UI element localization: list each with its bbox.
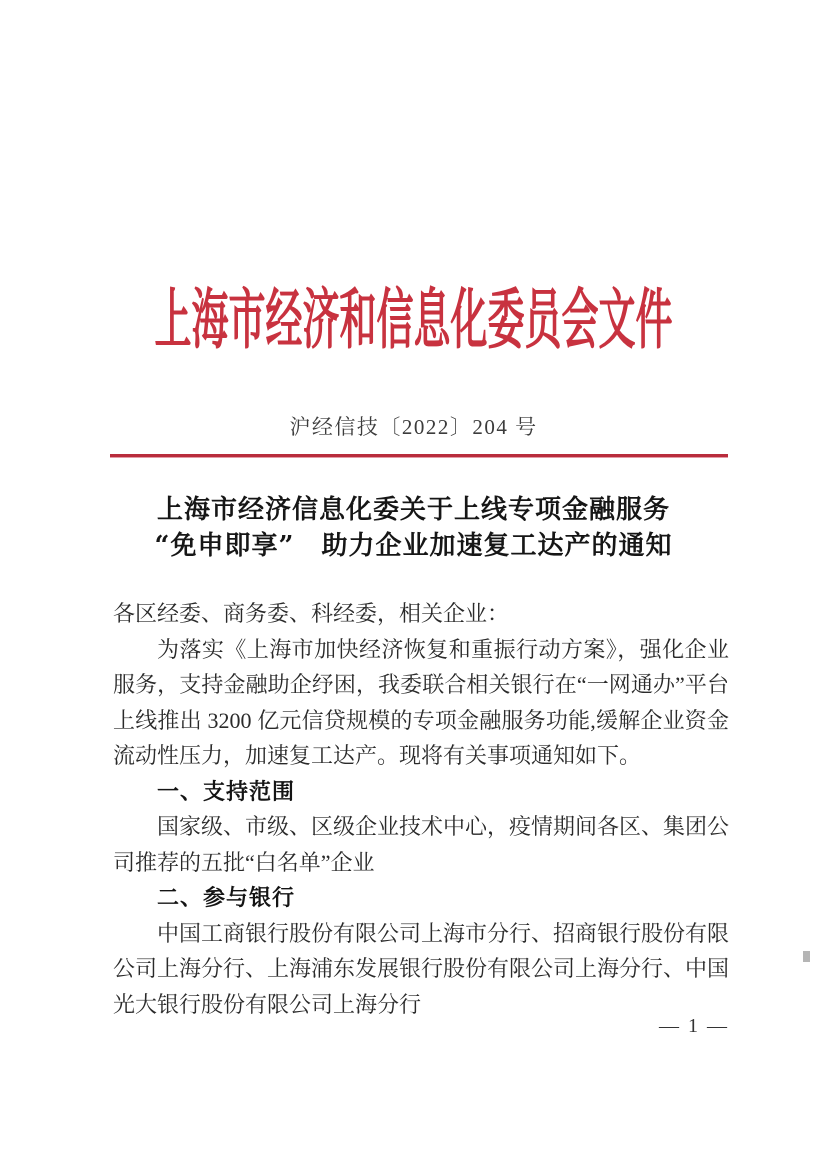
document-title-line1: 上海市经济信息化委关于上线专项金融服务: [156, 495, 670, 525]
agency-header-title: 上海市经济和信息化委员会文件: [154, 280, 673, 358]
scan-artifact-speck: [803, 951, 810, 962]
document-title-line2: “免申即享” 助力企业加速复工达产的通知: [154, 531, 673, 561]
salutation-line: 各区经委、商务委、科经委，相关企业：: [113, 601, 510, 626]
section-1-heading: 一、支持范围: [157, 778, 296, 804]
document-body: [113, 596, 729, 1022]
section-2-heading: 二、参与银行: [157, 885, 296, 910]
document-title: [0, 492, 827, 564]
red-separator-rule: [110, 454, 728, 458]
document-reference-number: 沪经信技〔2022〕204 号: [289, 415, 538, 439]
section-1-paragraph: 国家级、市级、区级企业技术中心，疫情期间各区、集团公司推荐的五批“白名单”企业: [113, 814, 730, 875]
intro-paragraph: 为落实《上海市加快经济恢复和重振行动方案》，强化企业服务，支持金融助企纾困，我委联合相关银行在“一网通办”平台上线推出 3200 亿元信贷规模的专项金融服务功能,缓解企业资金流动性压力，加速复工达产。现将有关事项通知如下。: [113, 636, 729, 768]
section-2-paragraph: 中国工商银行股份有限公司上海市分行、招商银行股份有限公司上海分行、上海浦东发展银行股份有限公司上海分行、中国光大银行股份有限公司上海分行: [113, 920, 730, 1017]
page-number: — 1 —: [659, 1015, 729, 1037]
